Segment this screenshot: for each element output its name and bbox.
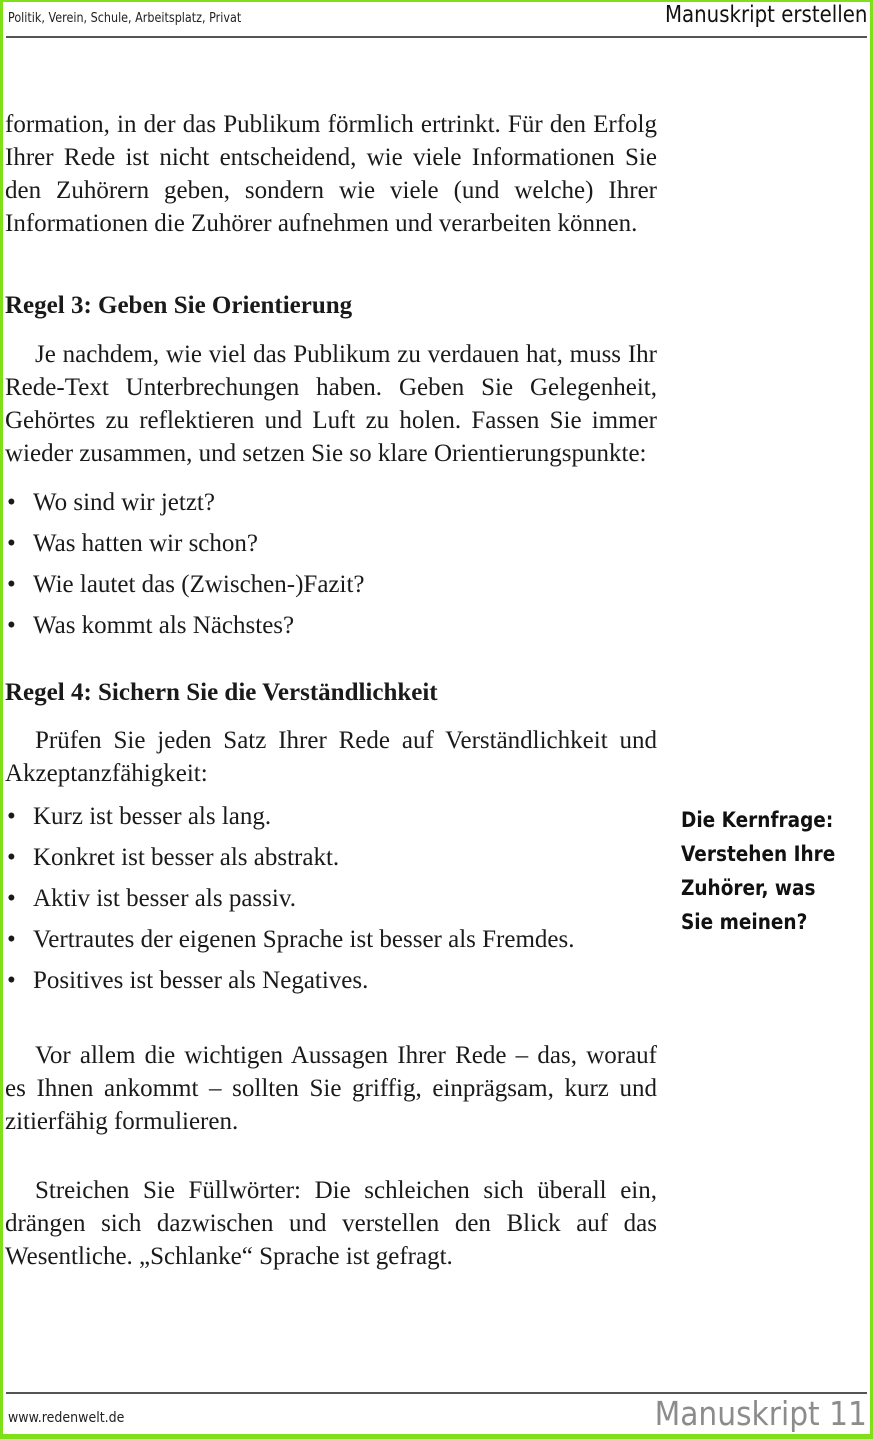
bullet-icon: • [7,489,16,516]
footer-page-label [655,1394,867,1433]
rule-4-heading: Regel 4: Sichern Sie die Verständlichkeit [5,679,438,706]
filler-words-paragraph: Streichen Sie Füllwörter: Die schleichen sich überall ein, drängen sich dazwischen und verstellen den Blick auf das Wesentliche. „Schlanke“ Sprache ist gefragt. [5,1177,657,1270]
list-item: • Was hatten wir schon? [5,523,657,564]
list-item: • Was kommt als Nächstes? [5,605,657,646]
document-page [3,2,870,1434]
list-item: • Wie lautet das (Zwischen-)Fazit? [5,564,657,605]
running-head-topics: Politik, Verein, Schule, Arbeitsplatz, Privat [8,11,242,26]
bullet-icon: • [7,844,16,871]
list-item: • Vertrautes der eigenen Sprache ist besser als Fremdes. [5,919,657,960]
margin-note-line: Verstehen Ihre [681,842,836,866]
footer-website-link[interactable]: www.redenwelt.de [8,1410,125,1426]
bullet-icon: • [7,612,16,639]
running-head [6,2,867,38]
bullet-icon: • [7,530,16,557]
page-number: 11 [829,1394,867,1433]
page-footer [6,1392,867,1438]
rule-3-heading: Regel 3: Geben Sie Orientierung [5,292,353,319]
margin-note-line: Zuhörer, was [681,876,816,900]
list-item: • Positives ist besser als Negatives. [5,960,657,1001]
rule-4-bullet-list [5,796,657,1001]
rule-3-bullet-list [5,482,657,646]
main-text-column [5,108,657,1273]
rule-4-paragraph: Prüfen Sie jeden Satz Ihrer Rede auf Verständlichkeit und Akzeptanzfähigkeit: [5,727,657,787]
bullet-icon: • [7,803,16,830]
list-item: • Aktiv ist besser als passiv. [5,878,657,919]
margin-note-line: Die Kernfrage: [681,808,834,832]
margin-note-line: Sie meinen? [681,910,808,934]
footer-section: Manuskript [654,1394,820,1433]
running-head-chapter: Manuskript erstellen [664,2,867,28]
bullet-icon: • [7,885,16,912]
bullet-icon: • [7,967,16,994]
rule-3-paragraph: Je nachdem, wie viel das Publikum zu verdauen hat, muss Ihr Rede-Text Unterbrechungen haben. Geben Sie Gelegenheit, Gehörtes zu reflektieren und Luft zu holen. Fassen Sie immer wieder zusammen, und setzen Sie so klare Orientierungspunkte: [5,341,657,467]
list-item: • Wo sind wir jetzt? [5,482,657,523]
list-item: • Konkret ist besser als abstrakt. [5,837,657,878]
key-statements-paragraph: Vor allem die wichtigen Aussagen Ihrer Rede – das, worauf es Ihnen ankommt – sollten Sie griffig, einprägsam, kurz und zitierfähig formulieren. [5,1042,657,1135]
intro-paragraph: formation, in der das Publikum förmlich ertrinkt. Für den Erfolg Ihrer Rede ist nicht entscheidend, wie viele Informationen Sie den Zuhörern geben, sondern wie viele (und welche) Ihrer Informationen die Zuhörer aufnehmen und verarbeiten können. [5,111,657,237]
margin-note [681,803,839,939]
bullet-icon: • [7,571,16,598]
bullet-icon: • [7,926,16,953]
list-item: • Kurz ist besser als lang. [5,796,657,837]
